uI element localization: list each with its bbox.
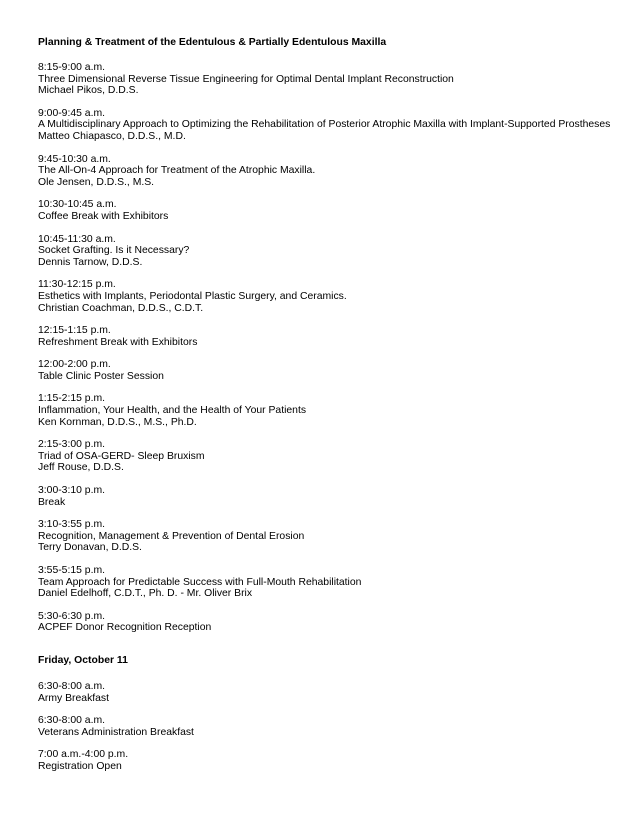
entry-speaker: Terry Donavan, D.D.S. (38, 542, 142, 554)
entry-speaker: Dennis Tarnow, D.D.S. (38, 256, 143, 268)
entry-time: 9:00-9:45 a.m. (38, 107, 106, 119)
entry-speaker: Daniel Edelhoff, C.D.T., Ph. D. - Mr. Oliver Brix (38, 588, 253, 600)
entry-time: 5:30-6:30 p.m. (38, 610, 106, 622)
entry-time: 3:00-3:10 p.m. (38, 485, 106, 497)
schedule-entry (38, 519, 618, 554)
schedule-entry (38, 749, 618, 772)
entry-time: 3:55-5:15 p.m. (38, 565, 106, 576)
entry-time: 9:45-10:30 a.m. (38, 153, 111, 165)
entry-title: Refreshment Break with Exhibitors (38, 336, 198, 348)
schedule-entry (38, 154, 618, 189)
schedule-entry (38, 359, 618, 382)
schedule-entry (38, 565, 618, 600)
entry-time: 12:15-1:15 p.m. (38, 325, 111, 337)
entry-title: Coffee Break with Exhibitors (38, 210, 169, 222)
entry-title: Esthetics with Implants, Periodontal Plastic Surgery, and Ceramics. (38, 290, 347, 302)
entry-title: Veterans Administration Breakfast (38, 726, 194, 738)
schedule-entry (38, 485, 618, 508)
schedule-entry (38, 393, 618, 428)
schedule-entry (38, 279, 618, 314)
entry-time: 7:00 a.m.-4:00 p.m. (38, 749, 129, 761)
entry-title: Triad of OSA-GERD- Sleep Bruxism (38, 450, 205, 462)
entry-title: Three Dimensional Reverse Tissue Engineering for Optimal Dental Implant Reconstruction (38, 73, 454, 85)
schedule-entry (38, 715, 618, 738)
schedule-entry (38, 108, 618, 143)
entry-title: Socket Grafting. Is it Necessary? (38, 245, 190, 257)
entry-time: 6:30-8:00 a.m. (38, 680, 106, 692)
section1-schedule-list (38, 62, 618, 634)
entry-title: Recognition, Management & Prevention of Dental Erosion (38, 530, 305, 542)
section-heading-friday: Friday, October 11 (38, 654, 128, 666)
schedule-entry (38, 199, 618, 222)
entry-time: 10:45-11:30 a.m. (38, 233, 116, 245)
entry-title: Table Clinic Poster Session (38, 370, 164, 382)
entry-speaker: Jeff Rouse, D.D.S. (38, 462, 124, 474)
entry-time: 11:30-12:15 p.m. (38, 279, 116, 291)
schedule-entry (38, 62, 618, 97)
entry-speaker: Christian Coachman, D.D.S., C.D.T. (38, 302, 204, 314)
entry-time: 1:15-2:15 p.m. (38, 393, 106, 405)
entry-title: Break (38, 496, 66, 508)
entry-title: The All-On-4 Approach for Treatment of the Atrophic Maxilla. (38, 165, 316, 177)
schedule-entry (38, 611, 618, 634)
section-heading-maxilla: Planning & Treatment of the Edentulous & Partially Edentulous Maxilla (38, 37, 387, 48)
entry-title: A Multidisciplinary Approach to Optimizing the Rehabilitation of Posterior Atrophic Maxilla with Implant-Supported Prostheses (38, 119, 611, 131)
section2-schedule-list (38, 681, 618, 773)
entry-time: 8:15-9:00 a.m. (38, 62, 106, 73)
entry-title: Team Approach for Predictable Success with Full-Mouth Rehabilitation (38, 576, 362, 588)
schedule-entry (38, 681, 618, 704)
entry-time: 2:15-3:00 p.m. (38, 439, 106, 451)
entry-title: ACPEF Donor Recognition Reception (38, 622, 212, 634)
entry-speaker: Ken Kornman, D.D.S., M.S., Ph.D. (38, 416, 197, 428)
entry-speaker: Michael Pikos, D.D.S. (38, 85, 139, 97)
schedule-entry (38, 325, 618, 348)
entry-time: 6:30-8:00 a.m. (38, 715, 106, 727)
entry-title: Army Breakfast (38, 692, 110, 704)
entry-speaker: Matteo Chiapasco, D.D.S., M.D. (38, 130, 186, 142)
entry-time: 12:00-2:00 p.m. (38, 359, 111, 371)
entry-title: Inflammation, Your Health, and the Health of Your Patients (38, 405, 307, 417)
entry-title: Registration Open (38, 760, 122, 772)
schedule-entry (38, 439, 618, 474)
entry-speaker: Ole Jensen, D.D.S., M.S. (38, 176, 155, 188)
entry-time: 10:30-10:45 a.m. (38, 199, 117, 211)
entry-time: 3:10-3:55 p.m. (38, 519, 106, 531)
schedule-entry (38, 234, 618, 269)
schedule-page (38, 36, 618, 784)
